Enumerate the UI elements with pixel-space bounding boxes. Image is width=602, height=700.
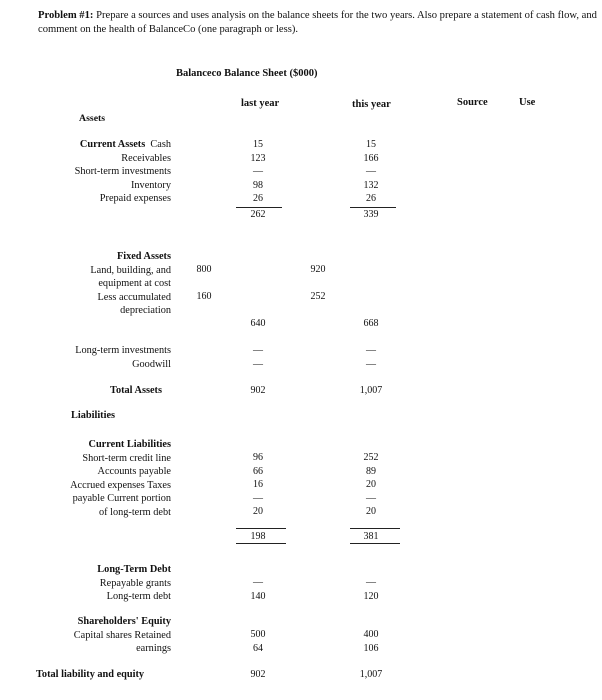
fixed-assets-labels <box>90 250 171 318</box>
balance-sheet-title: Balanceco Balance Sheet ($000) <box>176 68 318 79</box>
long-term-debt-last-year <box>233 576 283 603</box>
current-assets-heading: Current Assets <box>79 139 146 150</box>
sti-last: — <box>253 166 263 177</box>
problem-label: Problem #1: <box>38 10 94 21</box>
taxes-payable-current-portion-label: payable Current portion <box>72 493 171 504</box>
problem-text: Prepare a sources and uses analysis on the balance sheets for the two years. Also prepare a statement of cash flow, and comment on the health of BalanceCo (one paragraph or less). <box>38 10 597 35</box>
lti-this: — <box>366 345 376 356</box>
long-term-debt-this-year <box>346 576 396 603</box>
capital-shares-last: 500 <box>250 629 266 640</box>
equity-labels <box>74 615 171 656</box>
net-fixed-assets-this: 668 <box>363 318 379 329</box>
current-assets-total-this: 339 <box>363 209 379 220</box>
total-liability-equity-last: 902 <box>250 669 266 680</box>
goodwill-last: — <box>253 358 263 370</box>
long-term-debt-label: Long-term debt <box>106 591 171 602</box>
total-liability-equity-label: Total liability and equity <box>36 669 145 680</box>
current-liabilities-heading: Current Liabilities <box>88 439 171 450</box>
other-assets-labels <box>75 344 171 371</box>
repayable-grants-label: Repayable grants <box>99 577 171 589</box>
accum-dep-last: 160 <box>196 291 212 302</box>
inventory-this: 132 <box>363 179 379 191</box>
current-assets-total-last: 262 <box>250 209 266 220</box>
land-last: 800 <box>196 264 212 275</box>
equity-last-year <box>233 628 283 655</box>
grants-last: — <box>253 577 263 588</box>
total-assets-label: Total Assets <box>110 385 162 396</box>
col-header-this-year: this year <box>352 99 391 110</box>
inventory-last: 98 <box>253 179 263 191</box>
other-assets-this <box>346 344 396 371</box>
prepaid-last: 26 <box>253 193 263 204</box>
grants-this: — <box>366 577 376 588</box>
current-liabilities-this-year <box>346 451 396 519</box>
problem-statement <box>38 9 598 37</box>
accounts-payable-last: 66 <box>253 465 263 477</box>
accum-dep-label-line2: depreciation <box>120 305 171 316</box>
credit-line-last: 96 <box>253 452 263 463</box>
receivables-label: Receivables <box>121 152 171 164</box>
net-fixed-assets-last: 640 <box>250 318 266 329</box>
liabilities-heading: Liabilities <box>71 410 116 421</box>
total-liability-equity-this: 1,007 <box>359 669 383 680</box>
accrued-expenses-taxes-label: Accrued expenses Taxes <box>70 479 171 491</box>
credit-line-this: 252 <box>363 452 379 463</box>
sti-this: — <box>366 166 376 177</box>
current-assets-last-year <box>233 138 283 206</box>
accum-dep-this: 252 <box>310 291 326 302</box>
long-term-investments-label: Long-term investments <box>75 345 171 356</box>
receivables-this: 166 <box>363 152 379 164</box>
lti-last: — <box>253 345 263 356</box>
current-liabilities-labels <box>70 438 171 519</box>
current-portion-ltd-last: 20 <box>253 506 263 517</box>
accrued-expenses-this: 20 <box>366 479 376 490</box>
taxes-payable-this: — <box>366 492 376 504</box>
land-label-line1: Land, building, and <box>90 264 171 276</box>
accrued-expenses-last: 16 <box>253 479 263 490</box>
current-assets-this-year <box>346 138 396 206</box>
long-term-debt-labels <box>97 563 171 604</box>
cash-this: 15 <box>366 139 376 150</box>
land-this: 920 <box>310 264 326 275</box>
short-term-credit-line-label: Short-term credit line <box>82 452 171 464</box>
capital-shares-this: 400 <box>363 629 379 640</box>
land-label-line2: equipment at cost <box>98 278 171 289</box>
current-portion-ltd-this: 20 <box>366 506 376 517</box>
retained-earnings-last: 64 <box>253 642 263 654</box>
cash-label: Cash <box>150 139 171 150</box>
assets-heading: Assets <box>79 113 106 124</box>
current-liabilities-underline-this <box>350 543 400 544</box>
prepaid-expenses-label: Prepaid expenses <box>99 193 171 204</box>
accounts-payable-label: Accounts payable <box>97 466 171 477</box>
ltd-this: 120 <box>363 590 379 602</box>
long-term-debt-heading: Long-Term Debt <box>97 564 171 575</box>
current-liabilities-rule-last <box>236 528 286 529</box>
goodwill-this: — <box>366 358 376 370</box>
current-liabilities-underline-last <box>236 543 286 544</box>
earnings-label: earnings <box>136 643 171 654</box>
total-assets-this: 1,007 <box>359 385 383 396</box>
cash-last: 15 <box>253 139 263 150</box>
current-liabilities-last-year <box>233 451 283 519</box>
total-assets-last: 902 <box>250 385 266 396</box>
goodwill-label: Goodwill <box>132 358 171 370</box>
current-liabilities-total-this: 381 <box>363 531 379 542</box>
col-header-use: Use <box>519 97 536 108</box>
col-header-source: Source <box>457 97 488 108</box>
capital-shares-retained-label: Capital shares Retained <box>73 629 171 641</box>
accum-dep-label-line1: Less accumulated <box>97 291 171 303</box>
short-term-investments-label: Short-term investments <box>74 166 171 177</box>
current-liabilities-rule-this <box>350 528 400 529</box>
fixed-assets-heading: Fixed Assets <box>116 251 171 262</box>
inventory-label: Inventory <box>130 179 171 191</box>
current-assets-labels <box>75 138 171 206</box>
ltd-last: 140 <box>250 590 266 602</box>
shareholders-equity-heading: Shareholders' Equity <box>77 616 171 627</box>
equity-this-year <box>346 628 396 655</box>
taxes-payable-last: — <box>253 492 263 504</box>
long-term-debt-current-label: of long-term debt <box>98 506 171 518</box>
retained-earnings-this: 106 <box>363 642 379 654</box>
receivables-last: 123 <box>250 152 266 164</box>
prepaid-this: 26 <box>366 193 376 204</box>
accounts-payable-this: 89 <box>366 465 376 477</box>
other-assets-last <box>233 344 283 371</box>
col-header-last-year: last year <box>241 98 280 109</box>
current-liabilities-total-last: 198 <box>250 531 266 542</box>
